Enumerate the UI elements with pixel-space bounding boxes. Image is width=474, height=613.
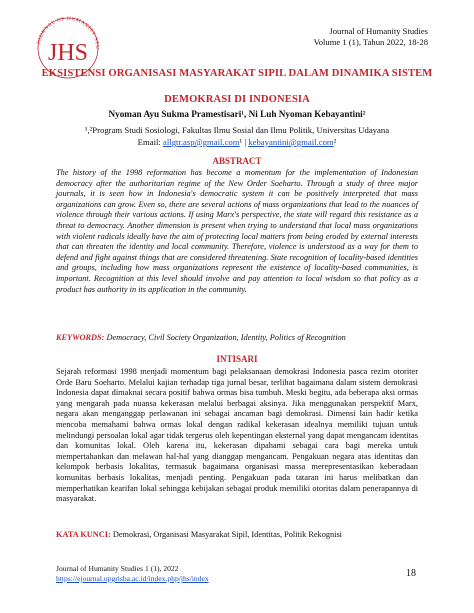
page-footer xyxy=(56,564,209,584)
journal-header-info xyxy=(314,26,428,48)
email-link-2[interactable]: kebayantini@gmail.com xyxy=(248,137,334,147)
email-line xyxy=(0,137,474,147)
abstract-heading: ABSTRACT xyxy=(212,156,262,166)
intisari-heading: INTISARI xyxy=(216,354,258,364)
abstract-body: The history of the 1998 reformation has become a momentum for the implementation of Indonesian democracy after the authoritarian regime of the New Order Soeharto. Through a study of three major journals, it is seen how in Indonesia's democratic system it can be positively interpreted that mass organizations can grow. Even so, there are several actions of mass organizations that lead to the nuances of violence through their various actions. If using Marx's perspective, the state will regard this resistance as a threat to democracy. Another dimension is present when trying to understand that local mass organizations with violent radicals ideally have the aim of protecting local matters from being eroded by external interests that can threaten the identity and local community. Therefore, violence is understood as a way for them to defend and fight against things that are considered threatening. State recognition of locality-based identities and groups, including how mass organizations represent the existence of locality-based communities, is important. Recognition at this level should involve and pay attention to local wisdom so that policy as a product has authority in its application in the community. xyxy=(56,168,418,294)
affiliation: ¹,²Program Studi Sosiologi, Fakultas Ilmu Sosial dan Ilmu Politik, Universitas Udayana xyxy=(84,125,390,135)
keywords-label: KEYWORDS: xyxy=(56,333,105,342)
page-number: 18 xyxy=(406,568,416,579)
logo-letters: JHS xyxy=(47,40,89,66)
footer-journal: Journal of Humanity Studies 1 (1), 2022 xyxy=(56,564,179,573)
email-sup-1: ¹ xyxy=(239,137,243,147)
footer-url-link[interactable]: https://ejournal.upgrisba.ac.id/index.php/jhs/index xyxy=(56,574,209,583)
intisari-body: Sejarah reformasi 1998 menjadi momentum bagi pelaksanaan demokrasi Indonesia pasca rezim otoriter Orde Baru Soeharto. Melalui kajian terhadap tiga jurnal besar, terlihat bagaimana dalam sistem demokrasi Indonesia dapat dimaknai secara positif bahwa ormas bisa tumbuh. Meski begitu, ada beberapa aksi ormas yang mengarah pada nuansa kekerasan melalui berbagai aksinya. Jika menggunakan perspektif Marx, negara akan menganggap perlawanan ini sebagai ancaman bagi demokrasi. Dimensi lain hadir ketika mencoba memahami bahwa ormas lokal dengan radikal kekerasan idealnya memiliki tujuan untuk melindungi persoalan lokal agar tidak tergerus oleh kepentingan eksternal yang dapat mengancam identitas dan komunitas lokal. Oleh karena itu, kekerasan dipahami sebagai cara bagi mereka untuk mempertahankan dan melawan hal-hal yang dianggap mengancam. Pengakuan negara atas identitas dan kelompok berbasis lokalitas, termasuk bagaimana organisasi massa merepresentasikan keberadaan komunitas berbasis lokalitas, menjadi penting. Pengakuan pada tataran ini harus melibatkan dan memperhatikan kearifan lokal sehingga kebijakan sebagai produk memiliki otoritas dalam penerapannya di masyarakat. xyxy=(56,367,418,504)
title-line-2: DEMOKRASI DI INDONESIA xyxy=(164,94,310,105)
journal-volume: Volume 1 (1), Tahun 2022, 18-28 xyxy=(313,37,428,47)
journal-name: Journal of Humanity Studies xyxy=(329,26,428,36)
email-separator: | xyxy=(242,137,249,147)
kata-kunci xyxy=(56,530,418,539)
keywords-text: Democracy, Civil Society Organization, Identity, Politics of Recognition xyxy=(104,333,346,342)
keywords xyxy=(56,333,418,342)
logo-arc-text: JOURNAL OF HUMANITY STU xyxy=(36,15,101,50)
paper-title xyxy=(20,66,454,107)
kata-kunci-label: KATA KUNCI: xyxy=(56,530,111,539)
email-sup-2: ² xyxy=(333,137,337,147)
title-line-1: EKSISTENSI ORGANISASI MASYARAKAT SIPIL DALAM DINAMIKA SISTEM xyxy=(41,68,433,79)
email-label: Email: xyxy=(137,137,164,147)
email-link-1[interactable]: allgtr.asp@gmail.com xyxy=(163,137,240,147)
authors: Nyoman Ayu Sukma Pramestisari¹, Ni Luh Nyoman Kebayantini² xyxy=(108,109,366,119)
kata-kunci-text: Demokrasi, Organisasi Masyarakat Sipil, Identitas, Politik Rekognisi xyxy=(110,530,342,539)
